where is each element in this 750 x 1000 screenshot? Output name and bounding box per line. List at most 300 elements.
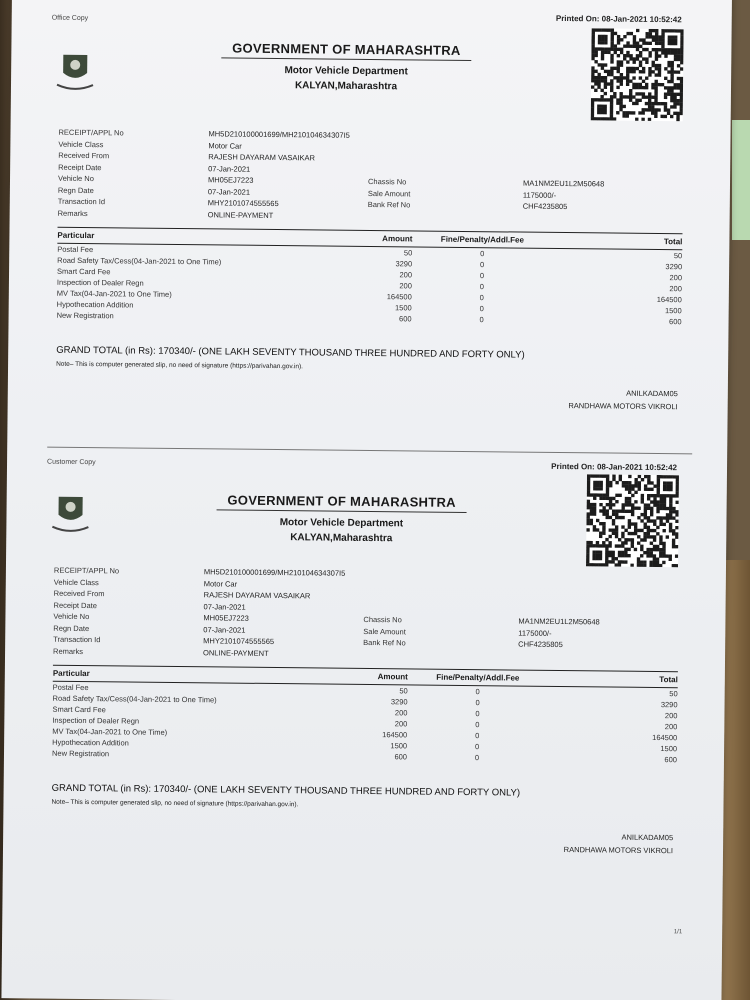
qr-module: [631, 513, 634, 516]
qr-module: [655, 58, 658, 61]
qr-module: [680, 45, 683, 48]
qr-module: [667, 86, 670, 89]
qr-module: [628, 487, 631, 490]
signatory-name: ANILKADAM05: [621, 832, 674, 843]
qr-module: [627, 554, 630, 557]
qr-module: [627, 548, 630, 551]
qr-module: [650, 529, 653, 532]
qr-module: [672, 507, 675, 510]
qr-module: [656, 526, 659, 529]
qr-module: [604, 63, 607, 66]
qr-module: [674, 58, 677, 61]
qr-module: [621, 532, 624, 535]
qr-module: [671, 51, 674, 54]
qr-module: [597, 82, 600, 85]
qr-module: [640, 564, 643, 567]
qr-module: [639, 51, 642, 54]
qr-module: [593, 544, 596, 547]
qr-module: [675, 513, 678, 516]
qr-module: [614, 51, 617, 54]
qr-module: [623, 95, 626, 98]
qr-module: [673, 112, 676, 115]
bank-ref-label: Bank Ref No: [367, 199, 411, 210]
qr-module: [599, 563, 602, 566]
qr-module: [621, 506, 624, 509]
qr-module: [652, 35, 655, 38]
qr-module: [680, 77, 683, 80]
qr-module: [654, 111, 657, 114]
qr-module: [625, 481, 628, 484]
qr-module: [621, 544, 624, 547]
qr-module: [593, 497, 596, 500]
qr-module: [626, 70, 629, 73]
qr-module: [587, 484, 590, 487]
qr-module: [600, 89, 603, 92]
state-emblem-icon: [55, 49, 95, 93]
qr-module: [645, 86, 648, 89]
qr-module: [609, 506, 612, 509]
qr-module: [597, 117, 600, 120]
qr-module: [591, 41, 594, 44]
qr-module: [601, 63, 604, 66]
qr-module: [598, 35, 601, 38]
qr-module: [641, 111, 644, 114]
qr-module: [618, 516, 621, 519]
qr-module: [631, 506, 634, 509]
qr-module: [593, 493, 596, 496]
qr-module: [632, 76, 635, 79]
qr-module: [663, 507, 666, 510]
qr-module: [586, 547, 589, 550]
qr-module: [612, 513, 615, 516]
qr-module: [669, 488, 672, 491]
qr-module: [599, 557, 602, 560]
qr-module: [586, 516, 589, 519]
qr-module: [668, 39, 671, 42]
qr-module: [586, 560, 589, 563]
qr-module: [599, 503, 602, 506]
qr-module: [640, 529, 643, 532]
qr-module: [591, 111, 594, 114]
chassis-label: Chassis No: [367, 176, 407, 187]
row-amount: 50: [399, 686, 408, 696]
qr-module: [591, 117, 594, 120]
chassis-no: MA1NM2EU1L2M50648: [518, 616, 600, 627]
qr-module: [680, 51, 683, 54]
qr-module: [594, 79, 597, 82]
qr-module: [618, 544, 621, 547]
qr-module: [602, 525, 605, 528]
receipt-date: 07-Jan-2021: [208, 163, 251, 174]
row-fine: 0: [479, 282, 485, 292]
row-fine: 0: [475, 709, 480, 719]
qr-module: [628, 538, 631, 541]
qr-module: [680, 61, 683, 64]
qr-module: [623, 35, 626, 38]
qr-module: [676, 118, 679, 121]
qr-module: [653, 529, 656, 532]
qr-module: [667, 108, 670, 111]
col-amount: Amount: [382, 234, 413, 244]
qr-module: [672, 539, 675, 542]
qr-module: [615, 544, 618, 547]
qr-module: [680, 93, 683, 96]
qr-module: [674, 70, 677, 73]
qr-module: [667, 51, 670, 54]
qr-module: [668, 42, 671, 45]
row-amount: 600: [399, 314, 412, 324]
qr-module: [642, 95, 645, 98]
qr-module: [610, 67, 613, 70]
qr-module: [639, 61, 642, 64]
qr-module: [635, 99, 638, 102]
qr-module: [680, 55, 683, 58]
qr-module: [600, 105, 603, 108]
qr-module: [648, 51, 651, 54]
qr-module: [586, 544, 589, 547]
qr-module: [640, 519, 643, 522]
qr-module: [665, 554, 668, 557]
qr-module: [593, 474, 596, 477]
row-total: 164500: [652, 732, 678, 743]
qr-module: [671, 39, 674, 42]
transaction-id-label: Transaction Id: [53, 634, 101, 645]
header-title: GOVERNMENT OF MAHARASHTRA: [221, 40, 471, 61]
qr-module: [610, 105, 613, 108]
qr-module: [592, 550, 595, 553]
bank-ref-no: CHF4235805: [522, 201, 568, 212]
qr-module: [647, 507, 650, 510]
qr-module: [626, 54, 629, 57]
qr-module: [602, 532, 605, 535]
qr-module: [647, 535, 650, 538]
section-divider: [47, 447, 692, 455]
qr-module: [599, 487, 602, 490]
qr-module: [636, 54, 639, 57]
qr-module: [617, 70, 620, 73]
qr-module: [625, 503, 628, 506]
qr-module: [664, 108, 667, 111]
qr-module: [587, 493, 590, 496]
qr-module: [645, 57, 648, 60]
row-particular: Postal Fee: [52, 682, 89, 693]
qr-module: [680, 96, 683, 99]
qr-module: [597, 85, 600, 88]
qr-module: [662, 548, 665, 551]
qr-module: [608, 544, 611, 547]
qr-module: [661, 42, 664, 45]
qr-module: [647, 494, 650, 497]
row-particular: Road Safety Tax/Cess(04-Jan-2021 to One Time): [57, 255, 222, 267]
qr-module: [586, 550, 589, 553]
qr-module: [606, 484, 609, 487]
qr-module: [610, 70, 613, 73]
qr-module: [648, 118, 651, 121]
qr-module: [663, 488, 666, 491]
qr-module: [622, 503, 625, 506]
qr-module: [656, 557, 659, 560]
qr-module: [664, 115, 667, 118]
qr-module: [650, 510, 653, 513]
qr-module: [642, 80, 645, 83]
vehicle-class-label: Vehicle Class: [53, 577, 99, 587]
qr-module: [645, 48, 648, 51]
qr-module: [621, 541, 624, 544]
qr-module: [591, 38, 594, 41]
qr-module: [596, 544, 599, 547]
qr-module: [657, 102, 660, 105]
qr-module: [651, 108, 654, 111]
qr-module: [635, 102, 638, 105]
qr-module: [643, 564, 646, 567]
qr-module: [599, 497, 602, 500]
qr-module: [655, 35, 658, 38]
qr-module: [602, 563, 605, 566]
qr-module: [610, 101, 613, 104]
receipt-date: 07-Jan-2021: [203, 601, 246, 612]
row-amount: 3290: [395, 259, 413, 269]
computer-generated-note: Note– This is computer generated slip, no need of signature (https://parivahan.gov.in).: [56, 360, 304, 371]
qr-module: [598, 47, 601, 50]
qr-module: [635, 118, 638, 121]
qr-module: [661, 83, 664, 86]
qr-module: [599, 544, 602, 547]
qr-module: [664, 54, 667, 57]
qr-module: [674, 83, 677, 86]
qr-module: [666, 481, 669, 484]
qr-module: [664, 96, 667, 99]
qr-module: [610, 48, 613, 51]
chassis-label: Chassis No: [363, 614, 402, 625]
qr-module: [595, 28, 598, 31]
qr-module: [619, 95, 622, 98]
qr-module: [677, 48, 680, 51]
fee-table: [57, 227, 683, 328]
qr-module: [615, 529, 618, 532]
vehicle-class-label: Vehicle Class: [58, 139, 104, 149]
qr-module: [662, 529, 665, 532]
qr-module: [616, 111, 619, 114]
qr-module: [631, 510, 634, 513]
qr-module: [623, 105, 626, 108]
qr-module: [677, 29, 680, 32]
qr-module: [611, 38, 614, 41]
qr-module: [606, 503, 609, 506]
qr-module: [659, 551, 662, 554]
qr-module: [615, 525, 618, 528]
qr-module: [680, 58, 683, 61]
qr-module: [643, 561, 646, 564]
qr-module: [600, 95, 603, 98]
qr-module: [677, 51, 680, 54]
qr-module: [643, 551, 646, 554]
qr-module: [634, 491, 637, 494]
qr-module: [669, 513, 672, 516]
qr-module: [674, 51, 677, 54]
qr-module: [639, 64, 642, 67]
qr-module: [596, 541, 599, 544]
qr-module: [602, 513, 605, 516]
qr-module: [603, 108, 606, 111]
qr-module: [617, 60, 620, 63]
qr-module: [672, 545, 675, 548]
qr-module: [648, 73, 651, 76]
qr-module: [612, 475, 615, 478]
qr-module: [636, 67, 639, 70]
qr-module: [610, 41, 613, 44]
qr-module: [642, 38, 645, 41]
qr-module: [680, 83, 683, 86]
qr-module: [599, 551, 602, 554]
qr-module: [593, 503, 596, 506]
qr-module: [606, 494, 609, 497]
row-total: 3290: [665, 262, 683, 272]
qr-module: [612, 497, 615, 500]
qr-module: [634, 506, 637, 509]
qr-module: [626, 76, 629, 79]
qr-module: [628, 484, 631, 487]
qr-module: [658, 42, 661, 45]
row-total: 200: [669, 284, 682, 294]
remarks-label: Remarks: [57, 208, 88, 218]
qr-module: [640, 560, 643, 563]
row-amount: 200: [394, 719, 408, 729]
qr-module: [676, 482, 679, 485]
qr-module: [666, 520, 669, 523]
qr-module: [677, 58, 680, 61]
qr-module: [601, 76, 604, 79]
qr-module: [626, 51, 629, 54]
qr-module: [674, 55, 677, 58]
qr-module: [594, 98, 597, 101]
qr-module: [595, 54, 598, 57]
qr-module: [664, 51, 667, 54]
qr-module: [616, 98, 619, 101]
row-amount: 200: [399, 281, 412, 291]
qr-module: [652, 48, 655, 51]
qr-module: [619, 105, 622, 108]
qr-module: [654, 108, 657, 111]
qr-module: [603, 117, 606, 120]
regn-date-label: Regn Date: [53, 623, 90, 633]
qr-module: [603, 111, 606, 114]
qr-module: [624, 560, 627, 563]
vehicle-no-label: Vehicle No: [57, 173, 94, 184]
qr-module: [597, 73, 600, 76]
row-amount: 200: [399, 270, 413, 280]
qr-module: [675, 526, 678, 529]
qr-module: [625, 484, 628, 487]
qr-module: [659, 535, 662, 538]
qr-module: [645, 95, 648, 98]
qr-module: [676, 102, 679, 105]
qr-module: [610, 44, 613, 47]
qr-module: [644, 488, 647, 491]
qr-module: [649, 32, 652, 35]
qr-module: [645, 61, 648, 64]
qr-module: [618, 560, 621, 563]
qr-module: [680, 32, 683, 35]
qr-module: [612, 551, 615, 554]
qr-module: [664, 105, 667, 108]
qr-module: [607, 117, 610, 120]
qr-module: [672, 510, 675, 513]
qr-module: [589, 541, 592, 544]
qr-module: [639, 83, 642, 86]
qr-module: [601, 57, 604, 60]
qr-module: [639, 92, 642, 95]
qr-module: [671, 48, 674, 51]
qr-module: [656, 500, 659, 503]
qr-module: [591, 76, 594, 79]
qr-module: [591, 73, 594, 76]
qr-module: [651, 86, 654, 89]
qr-module: [621, 554, 624, 557]
qr-module: [629, 92, 632, 95]
chassis-no: MA1NM2EU1L2M50648: [522, 178, 605, 189]
qr-module: [612, 509, 615, 512]
qr-module: [632, 102, 635, 105]
qr-module: [608, 541, 611, 544]
qr-module: [669, 475, 672, 478]
qr-module: [634, 529, 637, 532]
qr-module: [617, 67, 620, 70]
qr-module: [604, 28, 607, 31]
qr-module: [634, 478, 637, 481]
qr-module: [592, 554, 595, 557]
qr-module: [642, 48, 645, 51]
row-particular: MV Tax(04-Jan-2021 to One Time): [52, 726, 168, 737]
qr-module: [624, 551, 627, 554]
signature-block: [564, 830, 674, 857]
qr-module: [596, 487, 599, 490]
qr-module: [647, 529, 650, 532]
qr-module: [655, 80, 658, 83]
qr-module: [656, 507, 659, 510]
qr-module: [628, 491, 631, 494]
qr-module: [646, 554, 649, 557]
qr-module: [653, 484, 656, 487]
qr-module: [594, 89, 597, 92]
qr-module: [605, 547, 608, 550]
vehicle-class: Motor Car: [208, 140, 242, 151]
qr-module: [597, 108, 600, 111]
qr-module: [586, 541, 589, 544]
row-total: 200: [669, 273, 683, 283]
qr-module: [637, 557, 640, 560]
qr-module: [664, 67, 667, 70]
qr-module: [677, 99, 680, 102]
qr-module: [675, 532, 678, 535]
row-fine: 0: [474, 742, 480, 752]
qr-module: [631, 487, 634, 490]
qr-module: [669, 485, 672, 488]
qr-module: [680, 109, 683, 112]
qr-module: [594, 82, 597, 85]
qr-module: [680, 67, 683, 70]
qr-module: [647, 532, 650, 535]
qr-module: [652, 64, 655, 67]
qr-module: [661, 29, 664, 32]
qr-module: [649, 29, 652, 32]
qr-module: [648, 102, 651, 105]
qr-module: [616, 102, 619, 105]
qr-module: [657, 491, 660, 494]
qr-module: [599, 535, 602, 538]
qr-module: [622, 114, 625, 117]
qr-module: [661, 48, 664, 51]
regn-date: 07-Jan-2021: [207, 186, 251, 197]
